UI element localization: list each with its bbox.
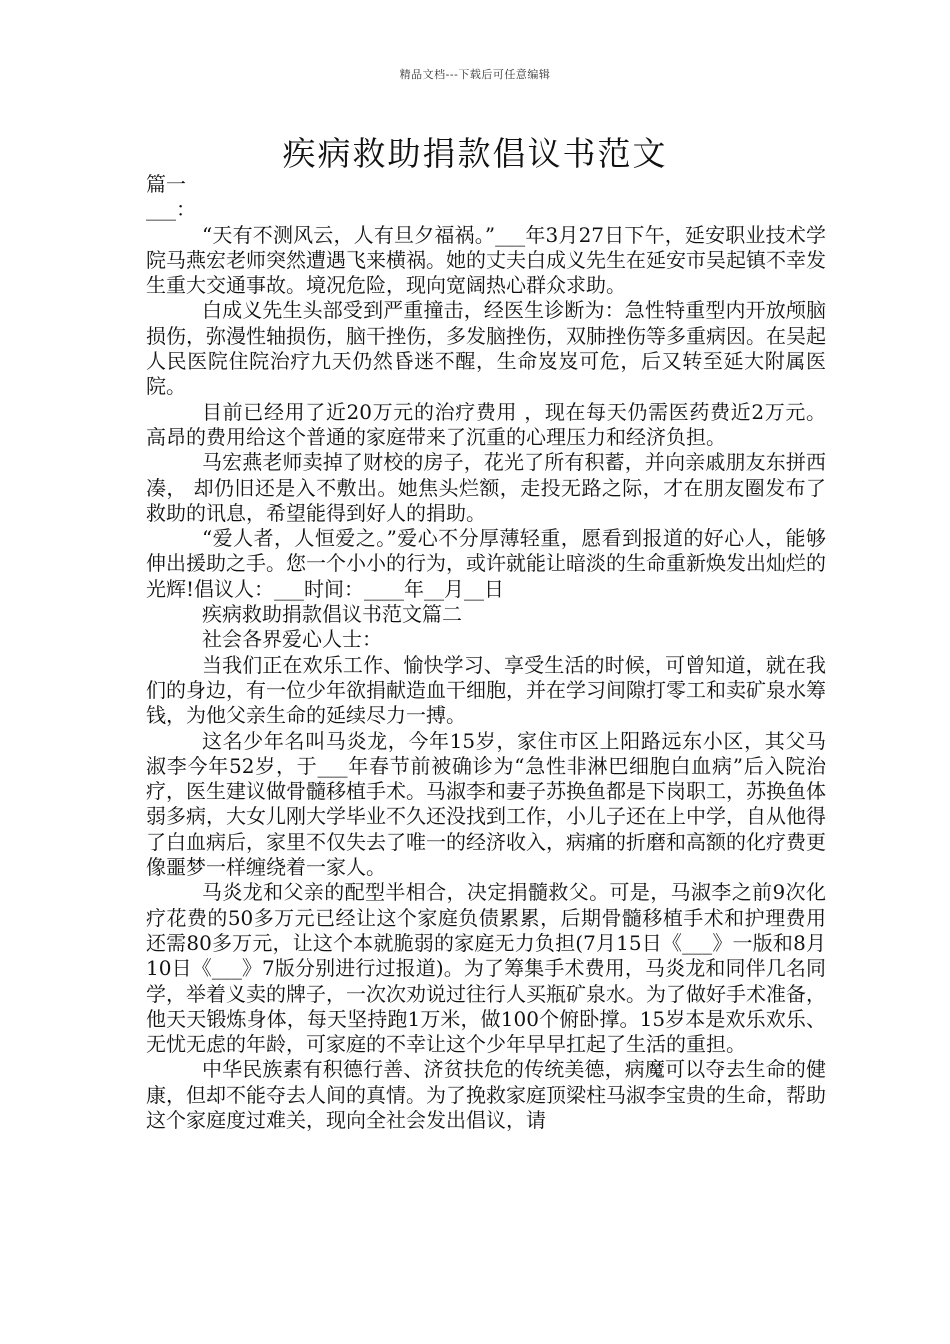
paragraph: 马宏燕老师卖掉了财校的房子，花光了所有积蓄，并向亲戚朋友东拼西凑， 却仍旧还是入不敷出。她焦头烂额，走投无路之际，才在朋友圈发布了救助的讯息，希望能得到好人的捐助。 [146, 450, 826, 525]
page-header-note: 精品文档---下载后可任意编辑 [399, 68, 551, 81]
paragraph: 当我们正在欢乐工作、愉快学习、享受生活的时候，可曾知道，就在我们的身边，有一位少年欲捐献造血干细胞，并在学习间隙打零工和卖矿泉水筹钱，为他父亲生命的延续尽力一搏。 [146, 652, 826, 728]
document-title: 疾病救助捐款倡议书范文 [282, 134, 668, 173]
paragraph: 目前已经用了近20万元的治疗费用 ，现在每天仍需医药费近2万元。高昂的费用给这个普通的家庭带来了沉重的心理压力和经济负担。 [146, 399, 826, 449]
salutation-blank: ___： [146, 197, 196, 222]
paragraph: 白成义先生头部受到严重撞击，经医生诊断为：急性特重型内开放颅脑损伤，弥漫性轴损伤，脑干挫伤，多发脑挫伤，双肺挫伤等多重病因。在吴起人民医院住院治疗九天仍然昏迷不醒，生命岌岌可危，后又转至延大附属医院。 [146, 298, 826, 399]
paragraph: 这名少年名叫马炎龙，今年15岁，家住市区上阳路远东小区，其父马淑李今年52岁，于___年春节前被确诊为“急性非淋巴细胞白血病”后入院治疗，医生建议做骨髓移植手术。马淑李和妻子苏换鱼都是下岗职工，苏换鱼体弱多病，大女儿刚大学毕业不久还没找到工作，小儿子还在上中学，自从他得了白血病后，家里不仅失去了唯一的经济收入，病痛的折磨和高额的化疗费更像噩梦一样缠绕着一家人。 [146, 728, 826, 880]
section-label-one: 篇一 [146, 172, 186, 196]
paragraph: 马炎龙和父亲的配型半相合，决定捐髓救父。可是，马淑李之前9次化疗花费的50多万元已经让这个家庭负债累累，后期骨髓移植手术和护理费用还需80多万元，让这个本就脆弱的家庭无力负担(7月15日《___》一版和8月10日《___》7版分别进行过报道)。为了筹集手术费用，马炎龙和同伴几名同学，举着义卖的牌子，一次次劝说过往行人买瓶矿泉水。为了做好手术准备，他天天锻炼身体，每天坚持跑1万米，做100个俯卧撑。15岁本是欢乐欢乐、无忧无虑的年龄，可家庭的不幸让这个少年早早扛起了生活的重担。 [146, 880, 826, 1057]
section-heading-two: 疾病救助捐款倡议书范文篇二 [202, 602, 462, 627]
document-body [146, 172, 826, 1133]
paragraph-signature: “爱人者，人恒爱之。”爱心不分厚薄轻重，愿看到报道的好心人，能够伸出援助之手。您一个小小的行为，或许就能让暗淡的生命重新焕发出灿烂的光辉!倡议人：___时间：____年__月__日 [146, 526, 826, 601]
paragraph: “天有不测风云，人有旦夕福祸。”___年3月27日下午，延安职业技术学院马燕宏老师突然遭遇飞来横祸。她的丈夫白成义先生在延安市吴起镇不幸发生重大交通事故。境况危险，现向宽阔热心群众求助。 [146, 222, 826, 298]
salutation: 社会各界爱心人士： [202, 627, 382, 652]
paragraph: 中华民族素有积德行善、济贫扶危的传统美德，病魔可以夺去生命的健康，但却不能夺去人间的真情。为了挽救家庭顶梁柱马淑李宝贵的生命，帮助这个家庭度过难关，现向全社会发出倡议，请 [146, 1057, 826, 1132]
